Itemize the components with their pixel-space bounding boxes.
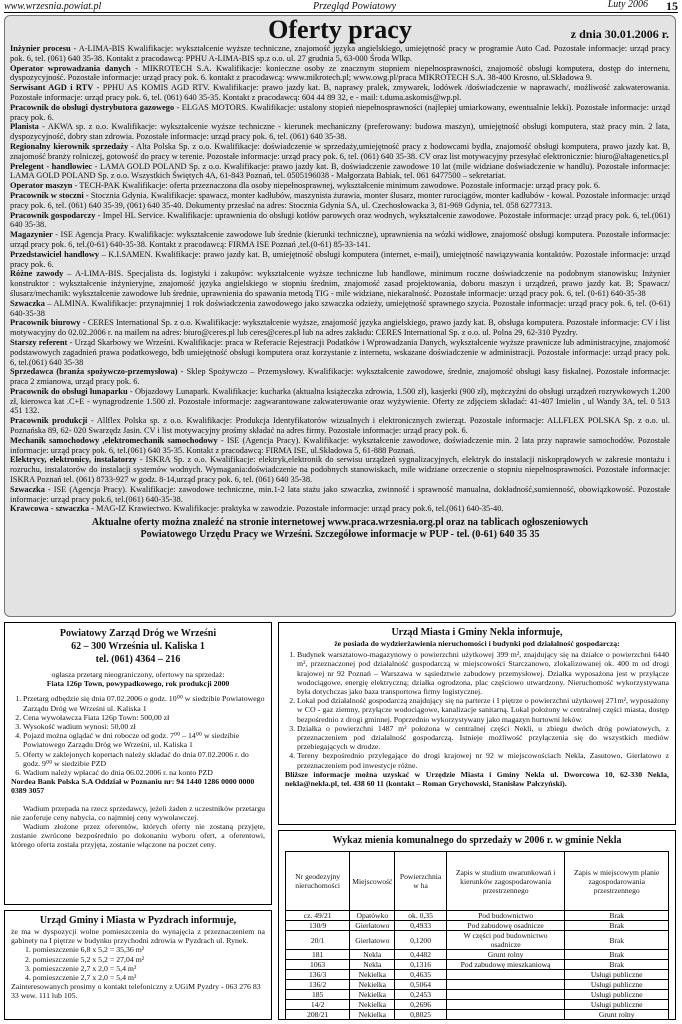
nekla-list <box>297 650 669 770</box>
plots-cell: Nekla <box>350 960 395 970</box>
offer-text: - ISE (Agencja Pracy). Kwalifikacje: wykształcenie zawodowe, doświadczenie min. 2 lata przy naprawie samochodów. Pozostałe informacje: urząd pracy pok. 6, tel.(061) 640 35-35. Kontakt z pracodawcą: FIRMA ISE, ul.Składowa 5, 61-888 Poznań. <box>10 435 670 455</box>
plots-body <box>286 911 669 1020</box>
plots-cell: Brak <box>565 931 669 950</box>
nekla-item: 3. Działka o powierzchni 1487 m² położona w centralnej części Nekli, u zbiegu dwóch dróg powiatowych, z przeznaczeniem pod działalność gospodarczą. Istnieje możliwość przyłączenia się do wszystkich mediów przebiegających w drodze. <box>297 724 669 752</box>
site-url[interactable]: www.wrzesnia.powiat.pl <box>4 0 102 12</box>
offer-role: Inżynier procesu <box>10 44 71 53</box>
nekla-notice <box>278 622 676 825</box>
offers-title: Oferty pracy <box>268 15 412 44</box>
offer-item <box>10 250 670 270</box>
offers-footer-line-2: Powiatowego Urzędu Pracy we Wrześni. Szczegółowe informacje w PUP - tel. (0-61) 640 35 35 <box>140 529 540 541</box>
offers-list <box>5 44 675 514</box>
offer-item <box>10 83 670 103</box>
plots-notice <box>278 830 676 1020</box>
offer-text: - PPHU AS KOMIS AGD RTV. Kwalifikacje: prawo jazdy kat. B, naprawy pralek, zmywarek, lodówek /doświadczenie w naprawach/, możliwość zakwaterowania. Pozostałe informacje: urząd pracy pok. 6, tel. (061) 640 35-35. Kontakt z pracodawcą: 604 44 89 32, e - mail: t.duma.askomis@wp.pl. <box>10 83 670 102</box>
offer-text: - A-LIMA-BIS Kwalifikacje: wykształcenie wyższe techniczne, znajomość języka angielskiego, umiejętność pracy w programie Auto Cad. Pozostałe informacje: urząd pracy pok. 6, tel. (061) 640 35-38. Kontakt z pracodawcą: PPHU A-LIMA-BIS sp.z o.o. ul. 27 grudnia 5, 63-000 Środa Wlkp. <box>10 44 671 63</box>
offer-text: - Stocznia Gdynia. Kwalifikacje: spawacz, monter kadłubów, maszynista żurawia, monter ślusarz, monter rurociągów, monter kadłubów - kowal. Pozostałe informacje: urząd pracy pok. 6, tel. (061) 640 35-39, (061) 640 35-40. Dokumenty przesłać na adres: Stocznia Gdynia SA, ul. Czechosłowacka 3, 81-969 Gdynia, tel. 058 6277313. <box>10 190 670 210</box>
plots-row <box>286 1000 669 1010</box>
plots-header-cell: Zapis w studium uwarunkowań i kierunków zagospodarowania przestrzennego <box>446 852 565 911</box>
nekla-item: 1. Budynek warsztatowo-magazynowy o powierzchni użytkowej 399 m², znajdujący się na działce o powierzchni 6440 m², przeznaczonej pod działalność gospodarczą w miejscowości Starczanowo, zlokalizowanej ok. 400 m od drogi krajowej nr 92 Poznań – Warszawa w sąsiedztwie zabudowy przemysłowej. Działka wyposażona jest w przyłącze wodociągowe, energię elektryczną; działka ogrodzona, plac częściowo utwardzony. Nieruchomość wykorzystywana była dotychczas jako baza transportowa firmy logistycznej. <box>297 650 669 696</box>
plots-row <box>286 950 669 960</box>
plots-cell: 136/3 <box>286 970 350 980</box>
plots-cell: Usługi publiczne <box>565 970 669 980</box>
plots-cell: Gierłatowo <box>350 921 395 931</box>
offer-item <box>10 318 670 338</box>
plots-header-cell: Powierzchnia w ha <box>395 852 446 911</box>
offer-item <box>10 191 670 211</box>
plots-cell: Usługi publiczne <box>565 1000 669 1010</box>
offer-role: Sprzedawca (branża spożywczo-przemysłowa) <box>10 367 178 377</box>
offers-title-bar <box>5 16 675 44</box>
offer-item <box>10 142 670 162</box>
offer-item <box>10 338 670 367</box>
plots-row <box>286 990 669 1000</box>
offer-text: - Impel HL Service. Kwalifikacje: uprawnienia do obsługi kotłów parowych oraz wodnych, wykształcenie zawodowe. Pozostałe informacje: urząd pracy pok. 6, tel.(061) 640 35-38. <box>10 210 670 230</box>
roads-item: 3. Wysokość wadium wynosi: 50,00 zł <box>23 722 265 731</box>
plots-cell: Brak <box>565 921 669 931</box>
pyzdry-contact: Zainteresowanych prosimy o kontakt telefoniczny z UGiM Pyzdry - 063 276 83 33 wew. 111 lub 105. <box>11 982 261 1001</box>
plots-cell: 130/9 <box>286 921 350 931</box>
offer-item <box>10 387 670 416</box>
plots-row <box>286 1010 669 1020</box>
plots-header-cell: Zapis w miejscowym planie zagospodarowania przestrzennego <box>565 852 669 911</box>
roads-subject: Fiata 126p Town, powypadkowego, rok produkcji 2000 <box>46 679 230 689</box>
offer-role: Magazynier <box>10 230 53 240</box>
plots-cell <box>446 980 565 990</box>
roads-note-1: Wadium przepada na rzecz sprzedawcy, jeżeli żaden z uczestników przetargu nie zaoferuje ceny nabycia, co najmniej ceny wywoławczej. <box>11 803 265 822</box>
plots-row <box>286 911 669 921</box>
offer-item <box>10 211 670 231</box>
roads-intro: ogłasza przetarg nieograniczony, ofertowy na sprzedaż: <box>51 670 225 679</box>
offer-item <box>10 436 670 456</box>
offer-role: Prelegent - handlowiec <box>10 161 93 171</box>
offer-role: Elektrycy, elektronicy, instalatorzy <box>10 455 137 465</box>
offer-text: - Objazdowy Lunapark. Kwalifikacje: kucharka (aktualna książeczka zdrowia, 1.500 zł), kasjerki (900 zł), mężczyźni do obsługi urządzeń rozrywkowych 1.200 zł, kierowca kat .C+E - wynagrodzenie 1.500 zł. Pozostałe informacje: zagwarantowane zakwaterowanie oraz wyżywienie. Oferty ze zdjęciem składać: 41-407 Imielin , ul Wandy 3A, tel. 0 513 451 132. <box>10 386 670 416</box>
roads-notice <box>4 622 272 905</box>
plots-cell: Brak <box>565 960 669 970</box>
plots-cell: ok. 0,35 <box>395 911 446 921</box>
plots-cell: Pod zabudowę mieszkaniową <box>446 960 565 970</box>
plots-cell: 136/2 <box>286 980 350 990</box>
offer-role: Pracownik w stoczni <box>10 190 84 200</box>
roads-list <box>23 694 265 777</box>
offer-text: - TECH-PAK Kwalifikacje: oferta przeznaczona dla osoby niepełnosprawnej, wykształcenie minimum zawodowe. Pozostałe informacje: urząd pracy pok. 6. <box>72 181 601 191</box>
offer-text: – K.I.SAMEN. Kwalifikacje: prawo jazdy kat. B, umiejętność obsługi komputera (internet, e-mail), umiejętność nawiązywania kontaktów. Pozostałe informacje: urząd pracy pok. 6. <box>10 249 670 269</box>
nekla-head: Urząd Miasta i Gminy Nekla informuje, <box>391 627 563 638</box>
plots-cell: 185 <box>286 990 350 1000</box>
plots-row <box>286 970 669 980</box>
issue-date: Luty 2006 <box>607 0 648 10</box>
plots-row <box>286 921 669 931</box>
plots-cell: 0,2696 <box>395 1000 446 1010</box>
offer-role: Różne zawody <box>10 269 64 279</box>
roads-head-2: 62 – 300 Września ul. Kaliska 1 <box>71 641 205 652</box>
job-offers-panel <box>4 15 676 617</box>
offer-role: Pracownik do obsługi lunaparku <box>10 386 128 396</box>
offer-text: – A-LIMA-BIS. Specjalista ds. logistyki i zakupów: wykształcenie wyższe techniczne lub handlowe, minimum roczne doświadczenie na podobnym stanowisku; Inżynier konstruktor : wykształcenie inżynieryjne, znajomość języka angielskiego w stopniu średnim, znajomość zasad projektowania, doboru maszyn i urządzeń, prawo jazdy kat. B; Spawacz/ślusarz/mechanik: wykształcenie zawodowe lub średnie, uprawnienia do spawania metodą TIG - mile widziane, niekaralność. Pozostałe informacje: urząd pracy pok. 6, tel. (0-61) 640-35-38 <box>10 269 670 298</box>
offer-role: Planista <box>10 122 39 132</box>
plots-cell: 0,5064 <box>395 980 446 990</box>
offer-item <box>10 367 670 387</box>
plots-cell <box>446 990 565 1000</box>
offer-role: Operator wprowadzania danych <box>10 63 131 73</box>
offer-text: - Urząd Skarbowy we Wrześni. Kwalifikacje: praca w Referacie Rejestracji Podatków i Wprowadzania Danych, wykształcenie wyższe prawnicze lub administracyjne, znajomość podstawowych zagadnień prawa podatkowego, bdb umiejętność obsługi komputera oraz korzystanie z internetu, wskazane doświadczenie w administracji. Pozostałe informacje: urząd pracy pok. 6, tel.(061) 640 35-38 <box>10 337 670 367</box>
offer-text: – ALMINA. Kwalifikacje: przynajmniej 1 rok doświadczenia zawodowego jako szwaczka odzieży, umiejętność sprawnego szycia. Pozostałe informacje: urząd pracy pok. 6, tel. (0-61) 640-35-38 <box>10 298 670 318</box>
plots-cell: Nekla <box>350 950 395 960</box>
plots-cell: Pod zabudowę osadnicze <box>446 921 565 931</box>
offer-text: - Allflex Polska sp. z o.o. Kwalifikacje: Produkcja Identyfikatorów wizualnych i elektronicznych zwierząt. Pozostałe informacje: ALLFLEX POLSKA Sp. z o.o. ul. Poznańska 89, 62- 020 Swarzędz Jasin. CV i list motywacyjny prośmy składać na adres firmy. Pozostałe informacje: urząd pracy pok. 6. <box>10 416 670 436</box>
nekla-item: 4. Tereny bezpośrednio przylegające do drogi krajowej nr 92 w miejscowościach Nekla, Zasutowo, Gierłatowo z przeznaczeniem pod inwestycje różne. <box>297 751 669 769</box>
paper-name: Przegląd Powiatowy <box>313 0 397 12</box>
roads-item: 4. Pojazd można oglądać w dni robocze od godz. 7⁰⁰ – 14⁰⁰ w siedzibie Powiatowego Zarządu Dróg we Wrześni, ul. Kaliska 1 <box>23 731 265 749</box>
plots-cell: 0,4933 <box>395 921 446 931</box>
plots-cell: Brak <box>565 911 669 921</box>
offer-text: - AKWA sp. z o.o. Kwalifikacje: wykształcenie wyższe techniczne - kierunek mechaniczny (preferowany: budowa maszyn), umiejętność obsługi komputera, staż pracy min. 2 lata, dyspozycyjność, dobry stan zdrowia. Pozostałe informacje: urząd pracy pok. 6, tel. (061) 640 35-38. <box>10 122 670 142</box>
offer-text: - LAMA GOLD POLAND Sp. z o.o. Kwalifikacje: prawo jazdy kat. B, doświadczenie zawodowe 10 lat (mile widziane doświadczenie w handlu). Pozostałe informacje: LAMA GOLD POLAND Sp. z o.o. Wszystkich Świętych 4A, 61-843 Poznań, tel. 0505196038 - Małgorzata Babiak, tel. 061 6477500 – sekretariat. <box>10 161 670 181</box>
offer-role: Szwaczka <box>10 298 45 308</box>
plots-cell: Pod budownictwo <box>446 911 565 921</box>
pyzdry-rooms <box>11 945 265 982</box>
nekla-contact: Bliższe informacje można uzyskać w Urzędzie Miasta i Gminy Nekla ul. Dworcowa 10, 62-330 Nekla, nekla@nekla.pl, tel. 438 60 11 (kontakt – Roman Grychowski, Stanisław Pałczyński). <box>285 769 669 789</box>
plots-cell: Usługi publiczne <box>565 990 669 1000</box>
plots-cell: Opatówko <box>350 911 395 921</box>
pyzdry-notice <box>4 910 272 1020</box>
plots-table <box>285 851 669 1020</box>
plots-cell <box>446 970 565 980</box>
plots-row <box>286 980 669 990</box>
page-header <box>4 0 678 13</box>
plots-cell: Nekielka <box>350 980 395 990</box>
offers-footer <box>5 517 675 541</box>
offer-text: - Alta Polska Sp. z o.o. Kwalifikacje: doświadczenie w sprzedaży,umiejętność pracy z hodowcami bydła, znajomość obsługi komputera, prawo jazdy kat. B, znajomość branży rolniczej, gotowość do pracy w terenie. Pozostałe informacje: urząd pracy pok. 6, tel. (061) 640 35-38. CV oraz list motywacyjny przesyłać elektronicznie: biuro@altagenetics.pl <box>10 141 671 161</box>
offer-role: Mechanik samochodowy ,elektromechanik samochodowy <box>10 435 218 445</box>
plots-cell: 14/2 <box>286 1000 350 1010</box>
plots-cell: 20/1 <box>286 931 350 950</box>
nekla-item: 2. Lokal pod działalność gospodarczą znajdujący się na parterze i I piętrze o powierzchni użytkowej 271m², wyposażony w CO - gaz ziemny, przyłącze wodociągowe, kanalizacje sanitarną. Lokal położony w centralnej części miasta, dostęp bezpośrednio z drogi gminnej. Poprzednio wykorzystywany jako magazyn hurtowni leków. <box>297 696 669 724</box>
roads-bank: Nordea Bank Polska S.A Oddział w Poznaniu nr: 94 1440 1286 0000 0000 0389 3057 <box>11 777 255 796</box>
offer-role: Operator maszyn <box>10 181 73 191</box>
plots-cell: Grunt rolny <box>446 950 565 960</box>
plots-cell: Nekielka <box>350 1000 395 1010</box>
plots-cell: Nekielka <box>350 990 395 1000</box>
offers-date: z dnia 30.01.2006 r. <box>570 27 669 41</box>
offer-item <box>10 162 670 182</box>
pyzdry-room: 3. pomieszczenie 2,7 x 2,0 = 5,4 m² <box>25 963 137 973</box>
offer-role: Pracownik gospodarczy <box>10 210 96 220</box>
roads-item: 6. Wadium należy wpłacać do dnia 06.02.2006 r. na konto PZD <box>23 768 265 777</box>
plots-cell: Gierłatowo <box>350 931 395 950</box>
plots-cell: W części pod budownictwo osadnicze <box>446 931 565 950</box>
plots-cell: cz. 49/21 <box>286 911 350 921</box>
plots-row <box>286 960 669 970</box>
offer-item <box>10 485 670 505</box>
roads-item: 5. Oferty w zaklejonych kopertach należy składać do dnia 07.02.2006 r. do godz. 9⁰⁰ w siedzibie PZD <box>23 750 265 768</box>
plots-cell: 0,4635 <box>395 970 446 980</box>
pyzdry-room: 2. pomieszczenie 5,2 x 5,2 = 27,04 m² <box>25 954 145 964</box>
roads-head-1: Powiatowy Zarząd Dróg we Wrześni <box>59 628 217 639</box>
offer-item <box>10 64 670 84</box>
offer-text: - MIKROTECH S.A. Kwalifikacje: konieczne osoby ze znacznym stopniem niepełnosprawności, znajomość obsługi komputera, dostęp do internetu, dyspozycyjność. Pozostałe informacje: urząd pracy pok. 6. kontakt z pracodawcą: www.mikrotech.pl; www.owg.pl/praca MIKROTECH S.A. 38-400 Krosno, ul.Składowa 9. <box>10 63 670 83</box>
plots-cell: 0,4482 <box>395 950 446 960</box>
page-number: 15 <box>666 0 678 13</box>
plots-header-cell: Nr geodezyjny nieruchomości <box>286 852 350 911</box>
plots-cell: Nekielka <box>350 1010 395 1020</box>
offers-footer-line-1: Aktualne oferty można znaleźć na stronie internetowej www.praca.wrzesnia.org.pl oraz na tablicach ogłoszeniowych <box>91 517 589 529</box>
plots-cell: Usługi publiczne <box>565 980 669 990</box>
pyzdry-head: Urząd Gminy i Miasta w Pyzdrach informuje, <box>39 915 237 926</box>
offer-role: Pracownik produkcji <box>10 416 88 426</box>
offer-item <box>10 416 670 436</box>
plots-cell: 208/21 <box>286 1010 350 1020</box>
offer-text: - CERES International Sp. z o.o. Kwalifikacje: wykształcenie wyższe, znajomość języka angielskiego, prawo jazdy kat. B, obsługa komputera. Pozostałe informacje: CV i list motywacyjny do 02.02.2006 r. na mailem na adres: biuro@ceres.pl lub ceres@ceres.pl lub na adres zakładu: CERES International Sp. z o.o. ul. Polna 29, 62-310 Pyzdry. <box>10 318 670 338</box>
roads-note-2: Wadium złożone przez oferentów, których oferty nie zostaną przyjęte, zostanie zwrócone bezpośrednio po dokonaniu wyboru ofert, a oferentowi, którego oferta została przyjęta, zostanie włączone na poczet ceny. <box>11 822 265 850</box>
offer-item <box>10 269 670 298</box>
plots-title: Wykaz mienia komunalnego do sprzedaży w 2006 r. w gminie Nekla <box>332 835 622 846</box>
nekla-sub: że posiada do wydzierżawienia nieruchomości i budynki pod działalność gospodarczą: <box>334 639 620 648</box>
plots-cell: 1063 <box>286 960 350 970</box>
offer-item <box>10 122 670 142</box>
plots-cell <box>446 1010 565 1020</box>
plots-cell: 0,1316 <box>395 960 446 970</box>
plots-header-cell: Miejscowość <box>350 852 395 911</box>
plots-cell: Brak <box>565 950 669 960</box>
plots-cell: 0,8025 <box>395 1010 446 1020</box>
offer-text: - MAG-IZ Krawiectwo. Kwalifikacje: praktyka w zawodzie. Pozostałe informacje: urząd pracy pok.6, tel.(061) 640-35-40. <box>89 504 504 514</box>
offer-role: Krawcowa - szwaczka <box>10 504 90 514</box>
offer-item <box>10 103 670 123</box>
roads-item: 1. Przetarg odbędzie się dnia 07.02.2006 o godz. 10⁰⁰ w siedzibie Powiatowego Zarządu Dróg we Wrześni ul. Kaliska 1 <box>23 694 265 712</box>
offer-role: Regionalny kierownik sprzedaży <box>10 141 129 151</box>
pyzdry-room: 1. pomieszczenie 6,8 x 5,2 = 35,36 m² <box>25 945 145 955</box>
offer-text: - ELGAS MOTORS. Kwalifikacje: ustalony stopień niepełnosprawności (najlepiej umiarkowany, ewentualnie lekki). Pozostałe informacje: urząd pracy pok. 6. <box>10 102 670 122</box>
plots-cell: 0,1200 <box>395 931 446 950</box>
offer-item <box>10 504 670 514</box>
roads-item: 2. Cena wywoławcza Fiata 126p Town: 500,00 zł <box>23 713 265 722</box>
offer-item <box>10 181 670 191</box>
offer-text: - ISKRA Sp. z o.o. Kwalifikacje: elektryk,elektronik do serwisu urządzeń sygnalizacyjnych, elektryk do instalacji niskoprądowych w zakresie montażu i rozruchu, instalatorów do instalacji systemów wodnych. Wymagania:doświadczenie na podobnych stanowiskach, mile widziane orzeczenie o stopniu niepełnosprawności. Pozostałe informacje: ISKRA Poznań tel. (061) 8733-927 w godz. 8-14,urząd pracy pok. 6, tel. (061) 640 35-38. <box>10 455 670 485</box>
offer-role: Szwaczka <box>10 484 45 494</box>
offer-item <box>10 455 670 484</box>
offer-text: - ISE (Agencja Pracy). Kwalifikacje: zawodowe techniczne, min.1-2 lata stażu jako szwaczka, zwinność i sprawność manualna, dokładność,sumienność, obowiązkowość. Pozostałe informacje: urząd pracy pok.6, tel.(061) 640-35-38. <box>10 484 670 504</box>
offer-text: - ISE Agencja Pracy. Kwalifikacje: wykształcenie zawodowe lub średnie (kierunki techniczne), uprawnienia na wózki widłowe, znajomość obsługi komputera. Pozostałe informacje: urząd pracy pok. 6, tel.(0-61) 640-35-38. Kontakt z pracodawcą: FIRMA ISE Poznań ,tel.(0-61) 85-33-141. <box>10 230 670 249</box>
offer-role: Pracownik do obsługi dystrybutora gazowego <box>10 102 175 112</box>
pyzdry-room: 4. pomieszczenie 2,7 x 2,0 = 5,4 m² <box>25 973 137 983</box>
plots-cell: 0,2453 <box>395 990 446 1000</box>
plots-cell: 181 <box>286 950 350 960</box>
plots-cell: Grunt rolny <box>565 1010 669 1020</box>
roads-head-3: tel. (061) 4364 – 216 <box>95 654 181 665</box>
offer-role: Pracownik biurowy <box>10 318 81 328</box>
pyzdry-intro: że ma w dyspozycji wolne pomieszczenia do wynajęcia z przeznaczeniem na gabinety na I piętrze w budynku przychodni zdrowia w Pyzdrach ul. Rynek. <box>11 927 265 946</box>
plots-cell: Nekielka <box>350 970 395 980</box>
plots-row <box>286 931 669 950</box>
offer-text: - Sklep Spożywczo – Przemysłowy. Kwalifikacje: wykształcenie zawodowe, średnie, znajomość obsługi kasy fiskalnej. Pozostałe informacje: praca 2 zmianowa, urząd pracy pok. 6. <box>10 367 670 387</box>
plots-cell <box>446 1000 565 1010</box>
offer-role: Serwisant AGD i RTV <box>10 83 94 93</box>
offer-item <box>10 299 670 319</box>
offer-role: Starszy referent <box>10 337 68 347</box>
offer-item <box>10 230 670 250</box>
offer-role: Przedstawiciel handlowy <box>10 249 100 259</box>
plots-header-row <box>286 852 669 911</box>
